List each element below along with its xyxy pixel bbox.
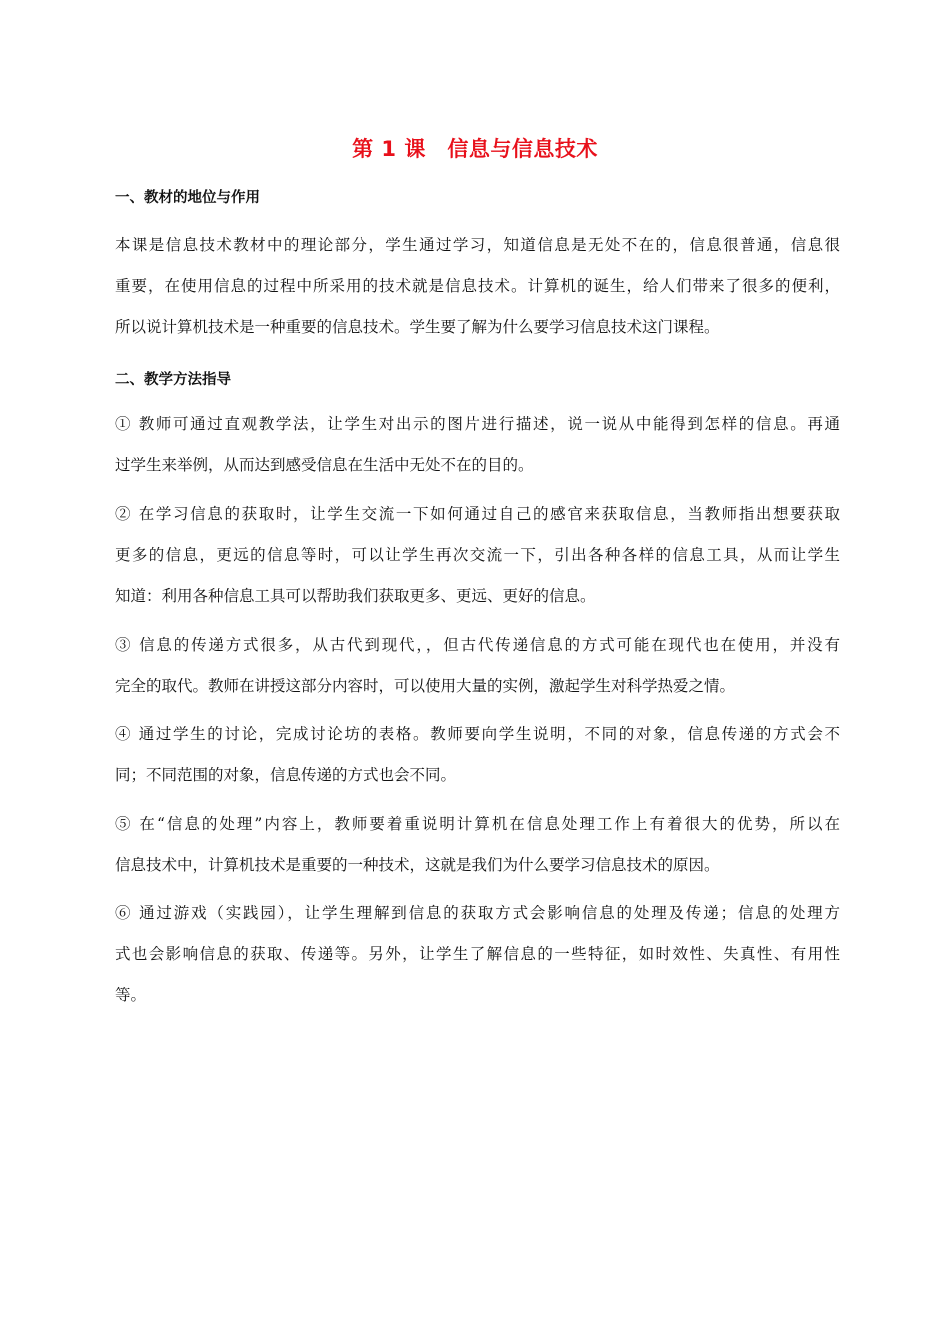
method-item-5: [115, 804, 840, 886]
paragraph-line: 完全的取代。教师在讲授这部分内容时，可以使用大量的实例，激起学生对科学热爱之情。: [115, 677, 736, 695]
section-heading-teaching-methods: 二、教学方法指导: [115, 372, 231, 388]
method-item-3: [115, 625, 840, 707]
paragraph-line: ④ 通过学生的讨论，完成讨论坊的表格。教师要向学生说明，不同的对象，信息传递的方式会不: [115, 725, 840, 743]
paragraph-intro: [115, 225, 840, 348]
paragraph-line: 更多的信息，更远的信息等时，可以让学生再次交流一下，引出各种各样的信息工具，从而让学生: [115, 546, 840, 564]
paragraph-line: 重要，在使用信息的过程中所采用的技术就是信息技术。计算机的诞生，给人们带来了很多的便利，: [115, 277, 840, 295]
paragraph-line: ⑤ 在“信息的处理”内容上，教师要着重说明计算机在信息处理工作上有着很大的优势，所以在: [115, 815, 840, 833]
paragraph-line: 信息技术中，计算机技术是重要的一种技术，这就是我们为什么要学习信息技术的原因。: [115, 856, 720, 874]
method-item-6: [115, 893, 840, 1016]
paragraph-line: 知道：利用各种信息工具可以帮助我们获取更多、更远、更好的信息。: [115, 587, 596, 605]
paragraph-line: ② 在学习信息的获取时，让学生交流一下如何通过自己的感官来获取信息，当教师指出想要获取: [115, 505, 840, 523]
method-item-1: [115, 404, 840, 486]
paragraph-line: 所以说计算机技术是一种重要的信息技术。学生要了解为什么要学习信息技术这门课程。: [115, 318, 720, 336]
paragraph-line: 同；不同范围的对象，信息传递的方式也会不同。: [115, 766, 457, 784]
method-item-4: [115, 714, 840, 796]
paragraph-line: 过学生来举例，从而达到感受信息在生活中无处不在的目的。: [115, 456, 534, 474]
paragraph-line: ③ 信息的传递方式很多，从古代到现代，，但古代传递信息的方式可能在现代也在使用，并没有: [115, 636, 840, 654]
method-item-2: [115, 494, 840, 617]
paragraph-line: ⑥ 通过游戏（实践园），让学生理解到信息的获取方式会影响信息的处理及传递；信息的处理方: [115, 904, 840, 922]
paragraph-line: 式也会影响信息的获取、传递等。另外，让学生了解信息的一些特征，如时效性、失真性、有用性: [115, 945, 840, 963]
paragraph-line: 等。: [115, 986, 147, 1004]
paragraph-line: 本课是信息技术教材中的理论部分，学生通过学习，知道信息是无处不在的，信息很普通，信息很: [115, 236, 840, 254]
page-title: 第 1 课 信息与信息技术: [352, 137, 598, 161]
paragraph-line: ① 教师可通过直观教学法，让学生对出示的图片进行描述，说一说从中能得到怎样的信息。再通: [115, 415, 840, 433]
section-heading-position-role: 一、教材的地位与作用: [115, 190, 260, 206]
